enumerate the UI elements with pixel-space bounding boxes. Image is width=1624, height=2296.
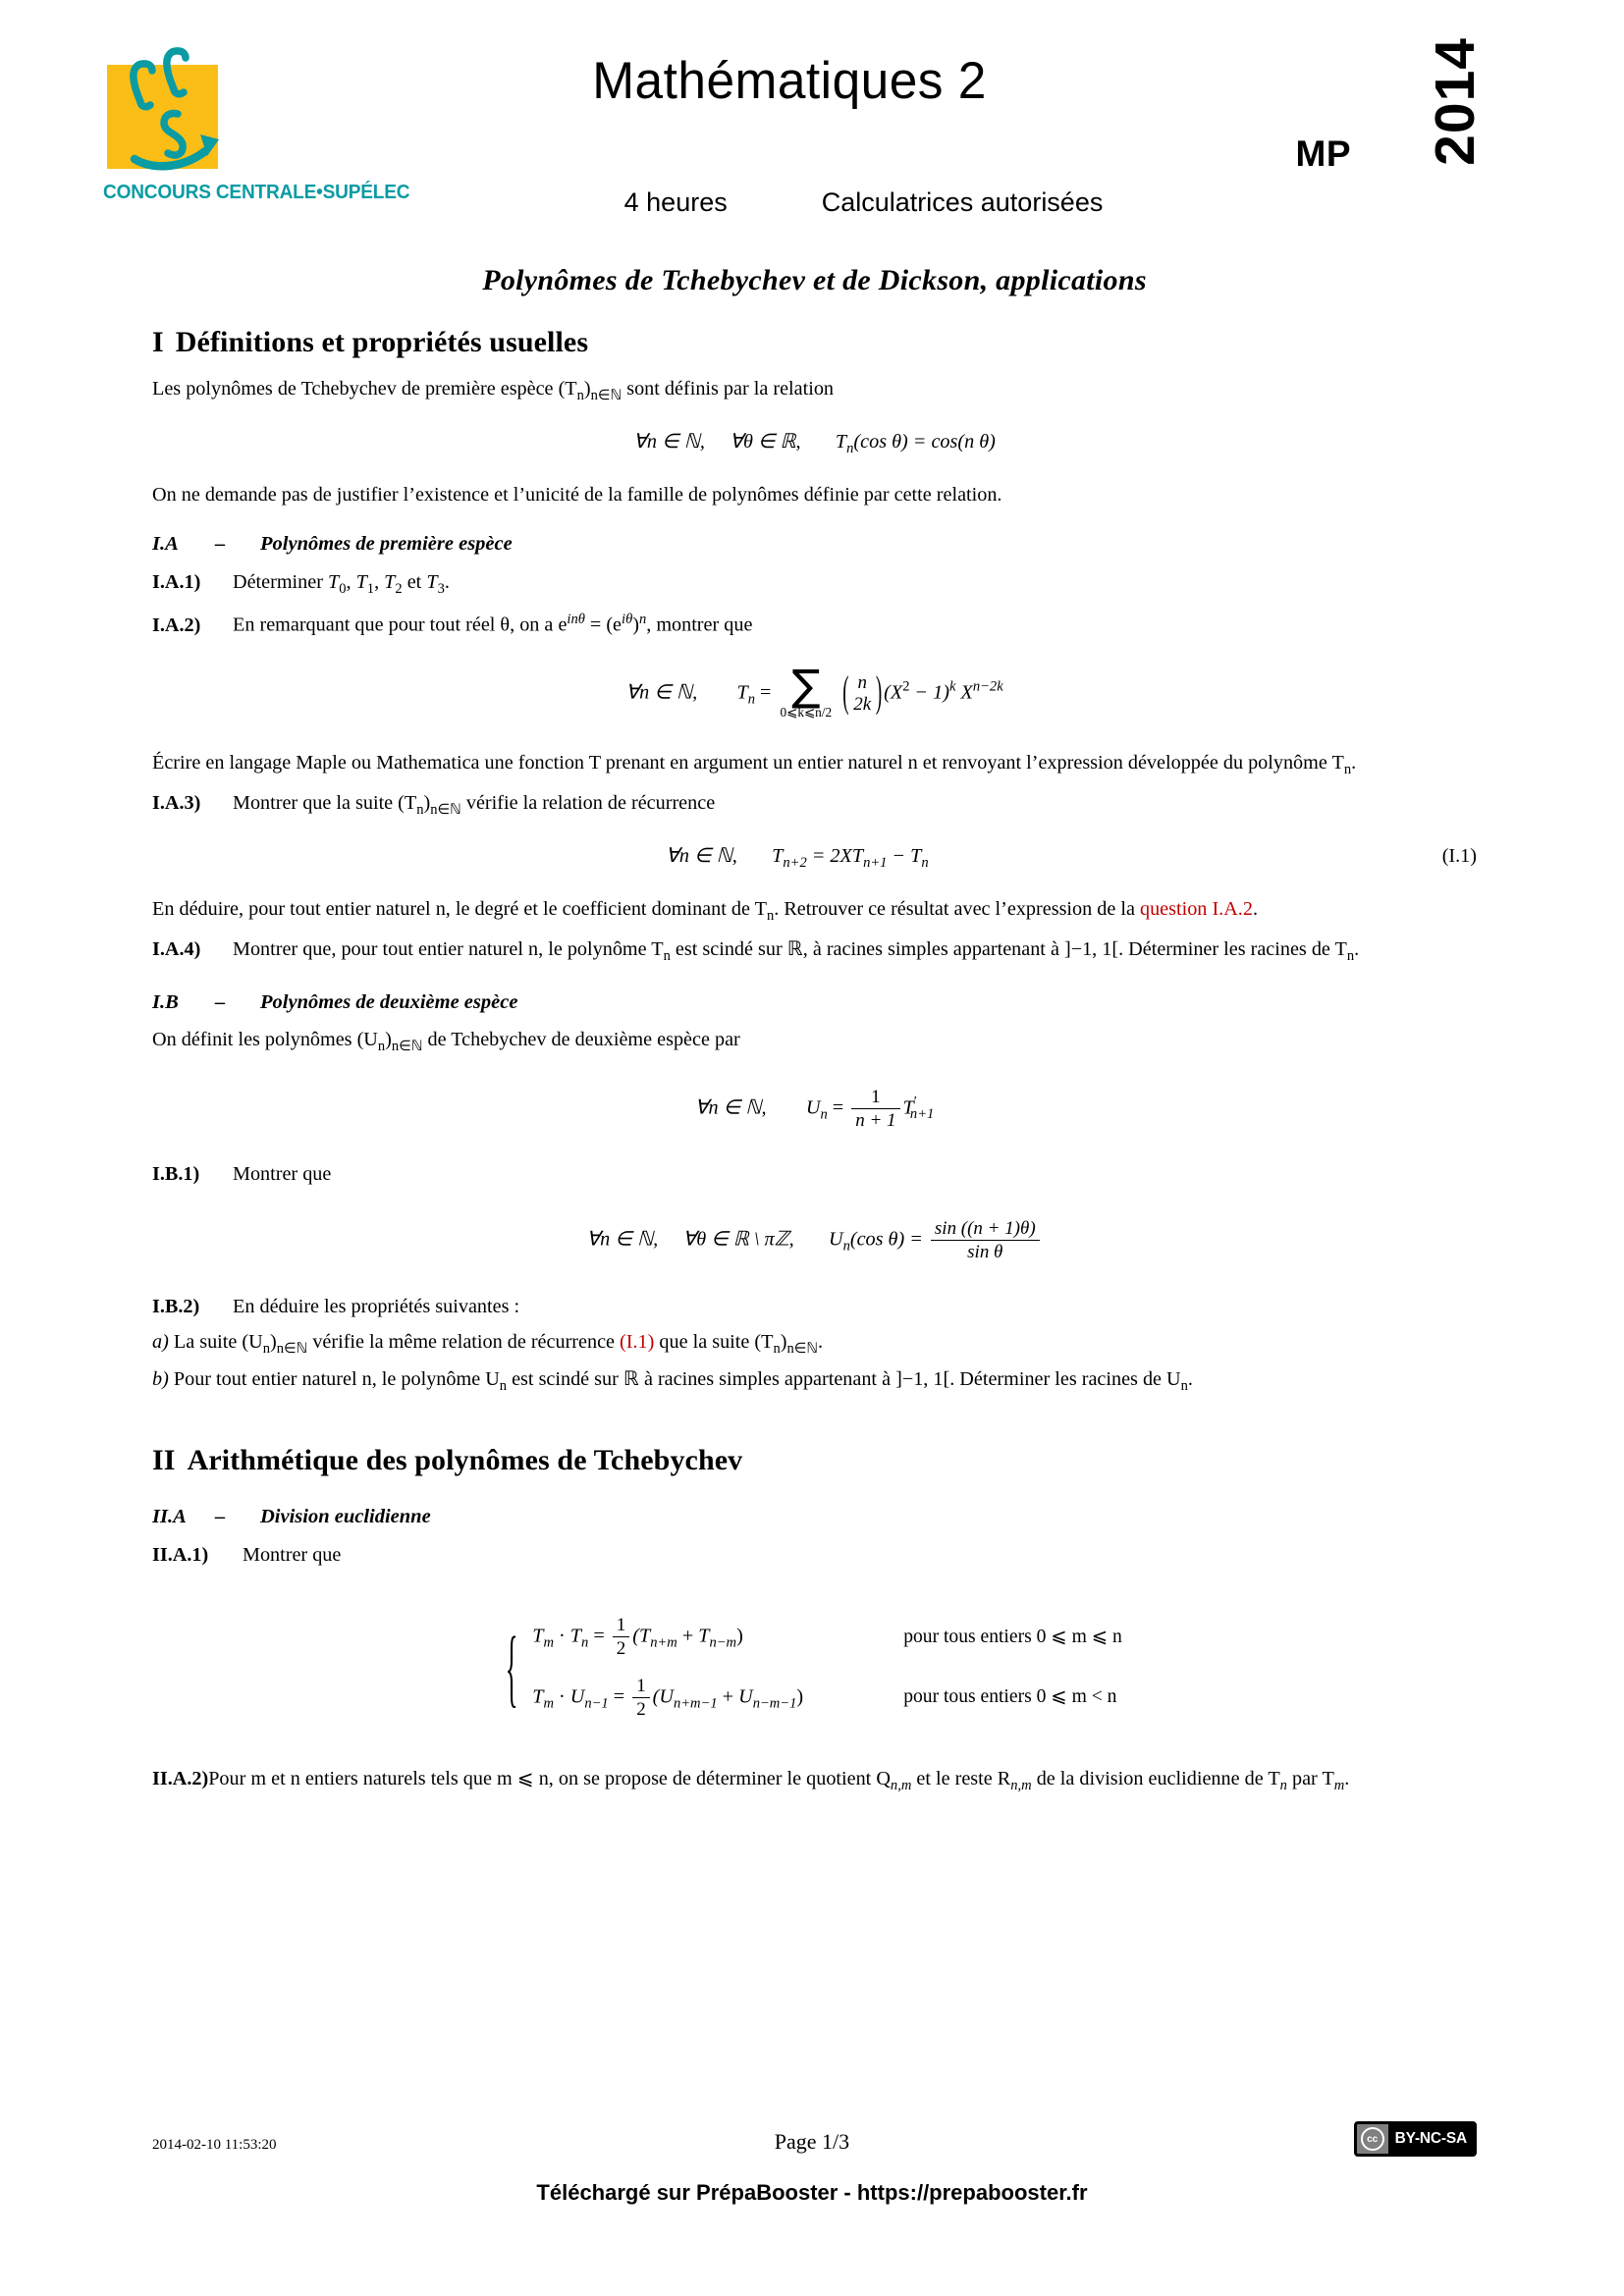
- equation-IA2-sum: [152, 662, 1477, 721]
- section-heading-1: [152, 322, 1477, 364]
- binom-bottom: 2k: [853, 694, 872, 716]
- IB2-b-sub: n: [499, 1378, 508, 1395]
- question-IA2-after: [152, 749, 1477, 780]
- question-IB1-id: I.B.1): [152, 1163, 200, 1186]
- IB2-a-1: La suite (U: [173, 1331, 263, 1354]
- subsection-IIA: [152, 1503, 1477, 1531]
- question-IIA2-id: II.A.2): [152, 1768, 209, 1790]
- binom-top: n: [857, 672, 867, 694]
- IIA2-text-d: par T: [1286, 1768, 1334, 1790]
- r1-eq: =: [588, 1625, 610, 1647]
- IA2-eq-sign: =: [760, 681, 772, 704]
- subsection-IB-intro: [152, 1026, 1477, 1057]
- creative-commons-badge: [1354, 2121, 1477, 2157]
- subsection-IB-id: I.B: [152, 991, 179, 1014]
- cases-row-1-condition: pour tous entiers 0 ⩽ m ⩽ n: [903, 1626, 1122, 1647]
- subsection-IA-dash: –: [215, 533, 226, 556]
- IA1-T0: T: [327, 571, 340, 594]
- IA2-eq-lhs: T: [736, 681, 748, 704]
- IB2-b-1: Pour tout entier naturel n, le polynôme U: [173, 1368, 500, 1391]
- equation-IB1-Un-cos: [152, 1218, 1477, 1263]
- IIA2-text-a: Pour m et n entiers naturels tels que m ⩽ n, on se propose de déterminer le quotient Q: [208, 1768, 891, 1790]
- cc-logo-icon: [1357, 2124, 1388, 2154]
- r2-par-sub-a: n+m−1: [673, 1695, 718, 1712]
- subsection-IB: [152, 988, 1477, 1017]
- question-IB2: [152, 1293, 1477, 1321]
- duration-label: 4 heures: [623, 187, 728, 217]
- r2-eq: =: [608, 1684, 630, 1707]
- IA3-eq-b: = 2XT: [806, 845, 864, 868]
- question-IA2-lead: En remarquant que pour tout réel θ, on a e: [233, 614, 568, 636]
- page-content: [152, 260, 1477, 1796]
- question-IB1: [152, 1160, 1477, 1189]
- frac-denominator: n + 1: [855, 1110, 896, 1132]
- IB-eq-forall: ∀n ∈ ℕ,: [694, 1096, 767, 1119]
- equation-IIA1-cases: [152, 1599, 1477, 1735]
- IB2-text: En déduire les propriétés suivantes :: [233, 1295, 520, 1317]
- IA4-text-b: est scindé sur ℝ, à racines simples appartenant à ]−1, 1[. Déterminer les racines de T: [670, 938, 1347, 961]
- binom-paren-left: (: [842, 668, 849, 718]
- section-1-note: On ne demande pas de justifier l’existence et l’unicité de la famille de polynômes définie par cette relation.: [152, 483, 1002, 506]
- IA2-after-sub: n: [1343, 761, 1352, 777]
- r1-par-close: ): [736, 1625, 743, 1647]
- IA2-tail-k: k: [949, 679, 956, 695]
- IA2-tail-b: − 1): [909, 681, 950, 704]
- cases-row-2: [532, 1676, 1122, 1721]
- IA3-lead-c: vérifie la relation de récurrence: [460, 792, 716, 815]
- cases-row-1: [532, 1615, 1122, 1660]
- r2-par-b: U: [738, 1684, 753, 1707]
- IB1-eq-lhs-sub: n: [842, 1238, 850, 1255]
- IA1-T3-sub: 3: [437, 581, 445, 598]
- subsection-IIA-id: II.A: [152, 1506, 187, 1528]
- document-title: Polynômes de Tchebychev et de Dickson, applications: [482, 264, 1147, 296]
- IB-intro-c: de Tchebychev de deuxième espèce par: [422, 1029, 740, 1051]
- r1-par-sub-a: n+m: [650, 1634, 677, 1651]
- IB2-a-sub2: n∈ℕ: [276, 1341, 308, 1358]
- question-IA3-after: [152, 895, 1477, 927]
- r2-plus: +: [717, 1684, 739, 1707]
- left-brace: {: [505, 1617, 518, 1717]
- IB2-a-sub3: n: [773, 1341, 781, 1358]
- subsection-IIA-dash: –: [215, 1506, 226, 1528]
- IA3-lead-b: ): [423, 792, 431, 815]
- r1-Tm-sub: m: [543, 1634, 554, 1651]
- equation-definition-T: [152, 428, 1477, 459]
- intro-sub2: n∈ℕ: [590, 388, 623, 404]
- IA1-T0-sub: 0: [339, 581, 347, 598]
- IB2-a-4: que la suite (T: [654, 1331, 774, 1354]
- generation-timestamp: 2014-02-10 11:53:20: [152, 2137, 277, 2153]
- binom-paren-right: ): [875, 668, 883, 718]
- IA2-tail-a: (X: [884, 681, 903, 704]
- question-IA1-id: I.A.1): [152, 571, 201, 594]
- r1-par-a: (T: [632, 1625, 651, 1647]
- IA2-tail-sup: 2: [902, 679, 910, 695]
- IA3-after-a: En déduire, pour tout entier naturel n, le degré et le coefficient dominant de T: [152, 897, 767, 920]
- r2-par-a: (U: [652, 1684, 674, 1707]
- IA2-exp3: n: [638, 612, 647, 628]
- source-watermark: Téléchargé sur PrépaBooster - https://prepabooster.fr: [536, 2180, 1088, 2205]
- IB-eq-rhs-sub: n+1: [909, 1106, 935, 1123]
- IIA2-sub-d: m: [1333, 1778, 1345, 1794]
- question-IA1-text: Déterminer: [233, 571, 328, 594]
- IA3-lead-a: Montrer que la suite (T: [233, 792, 417, 815]
- section-2-title: Arithmétique des polynômes de Tchebychev: [187, 1443, 743, 1476]
- link-question-IA2[interactable]: question I.A.2: [1139, 897, 1253, 920]
- frac-numerator: 1: [851, 1087, 899, 1109]
- question-IIA2: [152, 1765, 1477, 1796]
- question-IB2-item-a: [152, 1328, 1477, 1360]
- binomial-coefficient: [840, 668, 884, 718]
- page-number: Page 1/3: [774, 2129, 850, 2154]
- IIA2-text-c: de la division euclidienne de T: [1031, 1768, 1280, 1790]
- r2-frac-den: 2: [636, 1698, 646, 1720]
- fraction-1-over-n-plus-1: [851, 1087, 899, 1132]
- IA1-et: et: [406, 571, 422, 594]
- cases-row-2-condition: pour tous entiers 0 ⩽ m < n: [903, 1686, 1117, 1708]
- subsection-IA-title: Polynômes de première espèce: [260, 533, 513, 556]
- question-IIA1-id: II.A.1): [152, 1544, 209, 1567]
- filiere-badge: MP: [1295, 133, 1351, 174]
- r1-plus: +: [677, 1625, 699, 1647]
- calculators-label: Calculatrices autorisées: [821, 187, 1104, 217]
- section-1-intro: [152, 375, 1477, 406]
- page-footer: [0, 2115, 1624, 2233]
- section-heading-2: [152, 1440, 1477, 1482]
- IA4-text-c: .: [1354, 938, 1360, 961]
- IA2-tail-sup2: n−2k: [972, 679, 1003, 695]
- IA2-eqsign: = (e: [584, 614, 623, 636]
- question-IA3: [152, 789, 1477, 821]
- question-IA3-id: I.A.3): [152, 792, 201, 815]
- IA3-eq-c: − T: [887, 845, 922, 868]
- IA1-T1-sub: 1: [366, 581, 375, 598]
- question-IA4: [152, 935, 1477, 967]
- r2-frac-num: 1: [632, 1676, 649, 1698]
- question-IA2-id: I.A.2): [152, 614, 201, 636]
- IA3-eq-sub-c: n: [921, 855, 929, 872]
- sum-lower-limit: 0⩽k⩽n/2: [780, 705, 833, 721]
- IB2-a-2: ): [269, 1331, 277, 1354]
- IIA2-text-b: et le reste R: [911, 1768, 1011, 1790]
- intro-text-part3: sont définis par la relation: [622, 378, 835, 400]
- intro-sub1: n: [576, 388, 584, 404]
- IB-eq-sign: =: [832, 1096, 844, 1119]
- IB1-frac-num: sin ((n + 1)θ): [931, 1218, 1040, 1241]
- IB-eq-rhs-prime: ′: [913, 1094, 917, 1110]
- IA4-text-a: Montrer que, pour tout entier naturel n, le polynôme T: [233, 938, 664, 961]
- IB1-eq-lhs: U: [829, 1228, 843, 1251]
- eq1-fn-sub: n: [846, 440, 854, 456]
- IA2-tail-c: X: [955, 681, 973, 704]
- IIA2-sub-a: n,m: [890, 1778, 912, 1794]
- question-IA2: [152, 610, 1477, 639]
- IA3-after-c: .: [1252, 897, 1258, 920]
- question-IIA1: [152, 1541, 1477, 1570]
- r1-par-sub-b: n−m: [709, 1634, 737, 1651]
- IB-eq-rhs: T: [902, 1096, 914, 1119]
- IB-intro-sub2: n∈ℕ: [391, 1039, 423, 1055]
- r1-Tn: T: [569, 1625, 581, 1647]
- IB2-a-sub: n: [262, 1341, 270, 1358]
- cases-brace-group: [507, 1599, 1122, 1735]
- subsection-IIA-title: Division euclidienne: [260, 1506, 431, 1528]
- summation-symbol: [780, 662, 833, 721]
- subsection-IA-id: I.A: [152, 533, 179, 556]
- r2-dot: ·: [553, 1684, 570, 1707]
- IA3-lead-sub2: n∈ℕ: [430, 802, 461, 819]
- IA3-eq-sub-a: n+2: [783, 855, 807, 872]
- IA2-after-end: .: [1351, 751, 1357, 774]
- IA3-eq-forall: ∀n ∈ ℕ,: [666, 845, 737, 868]
- IA3-eq-a: T: [772, 845, 784, 868]
- subsection-IB-title: Polynômes de deuxième espèce: [260, 991, 518, 1014]
- question-IB2-id: I.B.2): [152, 1295, 200, 1317]
- exam-title: Mathématiques 2: [592, 52, 988, 110]
- r1-frac-den: 2: [616, 1638, 626, 1660]
- eq1-forall-n: ∀n ∈ ℕ,: [633, 430, 705, 453]
- page-header: [103, 35, 1487, 246]
- IIA2-text-e: .: [1344, 1768, 1350, 1790]
- IA2-eq-lhs-sub: n: [747, 691, 755, 708]
- eq1-body: (cos θ) = cos(n θ): [853, 430, 996, 453]
- IB1-text: Montrer que: [233, 1163, 332, 1186]
- IA1-T3: T: [426, 571, 438, 594]
- cases-row-2-equation: [532, 1676, 856, 1721]
- IB2-a-sub4: n∈ℕ: [786, 1341, 819, 1358]
- r2-Un: U: [569, 1684, 585, 1707]
- exam-meta-row: [398, 187, 1329, 218]
- subsection-IA: [152, 530, 1477, 559]
- IA3-after-b: . Retrouver ce résultat avec l’expression de la: [774, 897, 1140, 920]
- IB-intro-a: On définit les polynômes (U: [152, 1029, 378, 1051]
- r2-fraction-half: [632, 1676, 649, 1721]
- IB2-a-5: ): [780, 1331, 787, 1354]
- IA4-sub: n: [663, 948, 671, 965]
- cases-row-1-equation: [532, 1615, 856, 1660]
- sigma-glyph: ∑: [791, 662, 821, 712]
- question-IB2-item-b: [152, 1365, 1477, 1397]
- IB-intro-b: ): [385, 1029, 392, 1051]
- IB2-a-3: vérifie la même relation de récurrence: [307, 1331, 621, 1354]
- IA2-tail: , montrer que: [646, 614, 753, 636]
- IA3-eq-sub-b: n+1: [863, 855, 888, 872]
- binom-stack: [853, 672, 871, 716]
- IB2-item-a-label: a): [152, 1331, 169, 1354]
- IB2-b-2: est scindé sur ℝ à racines simples appartenant à ]−1, 1[. Déterminer les racines de U: [507, 1368, 1181, 1391]
- IB2-item-b-label: b): [152, 1368, 169, 1391]
- r1-Tn-sub: n: [581, 1634, 589, 1651]
- IB2-b-3: .: [1187, 1368, 1193, 1391]
- IIA1-text: Montrer que: [243, 1544, 342, 1567]
- IA3-lead-sub: n: [416, 802, 424, 819]
- IIA2-sub-c: n: [1279, 1778, 1287, 1794]
- eq1-fn: T: [835, 430, 847, 453]
- r2-Un-sub: n−1: [584, 1695, 609, 1712]
- r2-Tm-sub: m: [543, 1695, 554, 1712]
- IA1-T1: T: [355, 571, 367, 594]
- r1-frac-num: 1: [613, 1615, 629, 1637]
- fraction-sin-ratio: [931, 1218, 1040, 1263]
- IA2-close: ): [632, 614, 639, 636]
- equation-U-definition: [152, 1087, 1477, 1132]
- question-IA4-id: I.A.4): [152, 938, 201, 961]
- intro-text-part1: Les polynômes de Tchebychev de première espèce (T: [152, 378, 577, 400]
- r2-Tm: T: [532, 1684, 544, 1707]
- IA1-T2-sub: 2: [395, 581, 403, 598]
- IA3-after-sub: n: [766, 907, 775, 924]
- eq1-forall-theta: ∀θ ∈ ℝ,: [730, 430, 801, 453]
- section-title: Définitions et propriétés usuelles: [175, 325, 589, 358]
- IB-eq-lhs-sub: n: [820, 1106, 828, 1123]
- equation-tag-I1: (I.1): [1441, 845, 1477, 868]
- IB2-b-sub2: n: [1180, 1378, 1188, 1395]
- logo-caption: CONCOURS CENTRALE•SUPÉLEC: [103, 181, 410, 203]
- IA2-exp1: inθ: [567, 612, 585, 628]
- IB1-forall-n: ∀n ∈ ℕ,: [586, 1228, 659, 1251]
- IB-intro-sub: n: [377, 1039, 386, 1055]
- year-label: 2014: [1424, 37, 1487, 166]
- IB2-a-6: .: [818, 1331, 824, 1354]
- intro-text-part2: ): [583, 378, 591, 400]
- r1-par-b: T: [698, 1625, 710, 1647]
- IA2-exp2: iθ: [622, 612, 633, 628]
- IIA2-sub-b: n,m: [1010, 1778, 1032, 1794]
- IB1-frac-den: sin θ: [967, 1242, 1003, 1263]
- equation-I1-recurrence: [152, 842, 1477, 874]
- IA1-T2: T: [384, 571, 396, 594]
- IA4-sub2: n: [1346, 948, 1355, 965]
- section-number: I: [152, 325, 164, 358]
- r2-par-sub-b: n−m−1: [752, 1695, 797, 1712]
- IA2-after-text: Écrire en langage Maple ou Mathematica une fonction T prenant en argument un entier naturel n et renvoyant l’expression développée du polynôme T: [152, 751, 1344, 774]
- r2-par-close: ): [796, 1684, 804, 1707]
- cc-license-terms: BY-NC-SA: [1388, 2124, 1474, 2154]
- r1-Tm: T: [532, 1625, 544, 1647]
- question-IA1: I.A.1) Déterminer $T_0$, $T_1$, $T_2$ et $T_3$.: [152, 568, 1477, 600]
- IA2-eq-forall: ∀n ∈ ℕ,: [625, 681, 698, 704]
- IB1-eq-lhs-tail: (cos θ) =: [849, 1228, 923, 1251]
- subsection-IB-dash: –: [215, 991, 226, 1014]
- r1-fraction-half: [613, 1615, 629, 1660]
- IB-eq-lhs: U: [805, 1096, 821, 1119]
- link-equation-I1[interactable]: (I.1): [620, 1331, 655, 1354]
- r1-dot: ·: [553, 1625, 570, 1647]
- section-2-number: II: [152, 1443, 176, 1476]
- IA1-end: .: [444, 571, 450, 594]
- cc-circle-icon: cc: [1361, 2127, 1384, 2151]
- IB1-forall-theta: ∀θ ∈ ℝ \ πℤ,: [682, 1228, 794, 1251]
